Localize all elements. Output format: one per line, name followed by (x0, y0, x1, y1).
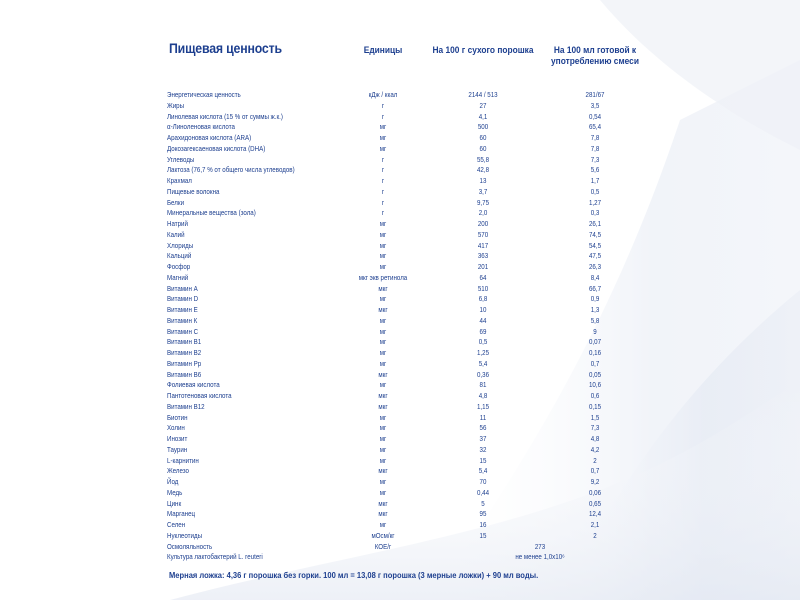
value-per-100ml-ready: 9 (593, 326, 597, 336)
nutrient-unit: мг (379, 315, 387, 325)
table-row (0, 262, 800, 273)
table-row (0, 144, 800, 155)
value-per-100ml-ready: 0,3 (590, 208, 600, 218)
table-row (0, 284, 800, 295)
nutrient-name: Йод (167, 477, 179, 486)
value-per-100ml-ready: не менее 1,0x10⁶ (515, 552, 565, 562)
value-per-100ml-ready: 0,7 (590, 466, 600, 476)
value-per-100ml-ready: 0,6 (590, 391, 600, 400)
nutrient-unit: мОсм/кг (371, 530, 395, 540)
value-per-100g-powder: 11 (479, 412, 487, 422)
table-row (0, 552, 800, 563)
value-per-100ml-ready: 0,9 (590, 294, 600, 304)
nutrient-unit: мг (379, 219, 387, 228)
nutrient-name: Витамин Рр (167, 358, 202, 368)
table-row (0, 359, 800, 370)
nutrient-unit: мг (379, 294, 387, 304)
table-row (0, 165, 800, 176)
nutrient-unit: мг (379, 455, 387, 465)
nutrient-unit: мкг (378, 498, 388, 508)
value-per-100ml-ready: 7,3 (590, 423, 600, 433)
value-per-100ml-ready: 1,7 (590, 176, 600, 185)
column-header-units: Единицы (363, 45, 403, 56)
nutrient-name: Витамин Е (167, 305, 198, 314)
page-title: Пищевая ценность (169, 40, 282, 56)
table-row (0, 316, 800, 327)
nutrient-name: Осмоляльность (167, 541, 213, 551)
table-row (0, 251, 800, 262)
nutrient-unit: г (381, 197, 385, 207)
value-per-100g-powder: 417 (477, 240, 489, 250)
value-per-100ml-ready: 0,16 (588, 348, 602, 357)
value-per-100ml-ready: 4,2 (590, 444, 600, 454)
value-per-100ml-ready: 2 (593, 530, 597, 540)
table-row (0, 413, 800, 424)
nutrient-name: Натрий (167, 219, 188, 228)
nutrient-name: Минеральные вещества (зола) (167, 208, 256, 218)
table-row (0, 509, 800, 520)
table-row (0, 133, 800, 144)
nutrient-unit: кДж / ккал (368, 90, 398, 99)
nutrient-unit: мг (379, 240, 387, 250)
nutrient-unit: мг (379, 122, 387, 132)
nutrient-unit: мг (379, 487, 387, 497)
nutrient-name: Железо (167, 466, 189, 476)
value-per-100g-powder: 81 (479, 380, 487, 390)
value-per-100g-powder: 2144 / 513 (468, 90, 498, 99)
nutrient-name: Жиры (167, 100, 185, 110)
table-row (0, 112, 800, 123)
value-per-100ml-ready: 1,3 (590, 305, 600, 314)
value-per-100g-powder: 510 (477, 283, 489, 293)
value-per-100ml-ready: 10,6 (588, 380, 602, 390)
nutrient-unit: мг (379, 380, 387, 390)
value-per-100g-powder: 6,8 (478, 294, 488, 304)
value-per-100g-powder: 27 (479, 100, 487, 110)
nutrient-name: Нуклеотиды (167, 530, 203, 540)
column-header-per-100g-powder: На 100 г сухого порошка (432, 45, 534, 56)
table-row (0, 241, 800, 252)
nutrient-name: Крахмал (167, 176, 192, 185)
value-per-100g-powder: 4,1 (478, 111, 488, 121)
nutrient-name: Белки (167, 197, 185, 207)
nutrition-table (0, 90, 800, 563)
nutrient-name: Калий (167, 229, 185, 239)
value-per-100g-powder: 1,25 (476, 348, 490, 357)
nutrient-name: Витамин В2 (167, 348, 202, 357)
nutrient-name: Арахидоновая кислота (ARA) (167, 133, 252, 142)
table-row (0, 434, 800, 445)
table-row (0, 499, 800, 510)
value-per-100ml-ready: 0,07 (588, 337, 602, 347)
value-per-100ml-ready: 0,05 (588, 369, 602, 379)
table-row (0, 305, 800, 316)
table-row (0, 456, 800, 467)
value-per-100g-powder: 2,0 (478, 208, 488, 218)
table-row (0, 370, 800, 381)
table-row (0, 219, 800, 230)
nutrient-unit: мг (379, 423, 387, 433)
nutrient-unit: мкг (378, 305, 388, 314)
value-per-100g-powder: 0,5 (478, 337, 488, 347)
table-row (0, 391, 800, 402)
value-per-100g-powder: 44 (479, 315, 487, 325)
nutrient-name: Углеводы (167, 154, 195, 164)
nutrient-unit: г (381, 154, 385, 164)
value-per-100ml-ready: 5,6 (590, 165, 600, 175)
value-per-100g-powder: 363 (477, 251, 489, 261)
nutrient-name: Пищевые волокна (167, 186, 220, 196)
table-row (0, 348, 800, 359)
table-row (0, 90, 800, 101)
nutrient-name: Фосфор (167, 262, 191, 271)
nutrient-name: Пантотеновая кислота (167, 391, 232, 400)
value-per-100g-powder: 9,75 (476, 197, 490, 207)
value-per-100ml-ready: 0,15 (588, 401, 602, 411)
nutrient-name: Магний (167, 272, 189, 282)
nutrient-name: Хлориды (167, 240, 194, 250)
value-per-100g-powder: 201 (477, 262, 489, 271)
value-per-100g-powder: 5,4 (478, 358, 488, 368)
nutrient-unit: мг (379, 434, 387, 443)
table-row (0, 477, 800, 488)
nutrient-name: Инозит (167, 434, 188, 443)
nutrient-name: Витамин С (167, 326, 199, 336)
value-per-100ml-ready: 0,5 (590, 186, 600, 196)
value-per-100g-powder: 55,8 (476, 154, 490, 164)
value-per-100g-powder: 13 (479, 176, 487, 185)
value-per-100g-powder: 15 (479, 530, 487, 540)
table-row (0, 230, 800, 241)
nutrient-name: Таурин (167, 444, 188, 454)
value-per-100g-powder: 32 (479, 444, 487, 454)
nutrient-unit: мг (379, 133, 387, 142)
table-row (0, 488, 800, 499)
nutrient-unit: мг (379, 143, 387, 153)
value-per-100ml-ready: 273 (534, 541, 546, 551)
value-per-100g-powder: 60 (479, 143, 487, 153)
nutrient-unit: мкг (378, 369, 388, 379)
nutrient-unit: г (381, 100, 385, 110)
column-header-per-100ml-ready: На 100 мл готовой к употреблению смеси (551, 45, 639, 67)
nutrient-name: Линолевая кислота (15 % от суммы ж.к.) (167, 111, 283, 121)
value-per-100ml-ready: 4,8 (590, 434, 600, 443)
value-per-100ml-ready: 7,3 (590, 154, 600, 164)
value-per-100g-powder: 5 (481, 498, 485, 508)
nutrient-name: Селен (167, 520, 186, 529)
nutrient-name: Витамин В6 (167, 369, 202, 379)
serving-note: Мерная ложка: 4,36 г порошка без горки. 100 мл = 13,08 г порошка (3 мерные ложки) + 90 мл воды. (169, 570, 539, 580)
nutrient-unit: мг (379, 348, 387, 357)
value-per-100g-powder: 15 (479, 455, 487, 465)
nutrient-name: L-карнитин (167, 455, 199, 465)
table-row (0, 208, 800, 219)
table-row (0, 101, 800, 112)
nutrient-unit: г (381, 186, 385, 196)
nutrient-name: Витамин В12 (167, 401, 205, 411)
nutrient-unit: мг (379, 477, 387, 486)
value-per-100g-powder: 0,36 (476, 369, 490, 379)
table-row (0, 423, 800, 434)
value-per-100ml-ready: 12,4 (588, 509, 602, 519)
value-per-100g-powder: 37 (479, 434, 487, 443)
value-per-100g-powder: 5,4 (478, 466, 488, 476)
nutrient-name: Энергетическая ценность (167, 90, 241, 99)
value-per-100g-powder: 16 (479, 520, 487, 529)
nutrient-unit: г (381, 208, 385, 218)
value-per-100ml-ready: 1,5 (590, 412, 600, 422)
value-per-100g-powder: 10 (479, 305, 487, 314)
nutrient-unit: мг (379, 412, 387, 422)
value-per-100g-powder: 69 (479, 326, 487, 336)
nutrient-name: Докозагексаеновая кислота (DHA) (167, 143, 266, 153)
value-per-100g-powder: 3,7 (478, 186, 488, 196)
nutrient-unit: мкг (378, 391, 388, 400)
nutrient-unit: мг (379, 520, 387, 529)
table-row (0, 327, 800, 338)
nutrient-name: Медь (167, 487, 183, 497)
nutrient-name: Культура лактобактерий L. reuteri (167, 552, 263, 562)
value-per-100ml-ready: 66,7 (588, 283, 602, 293)
value-per-100g-powder: 70 (479, 477, 487, 486)
value-per-100ml-ready: 0,06 (588, 487, 602, 497)
value-per-100ml-ready: 26,3 (588, 262, 602, 271)
value-per-100g-powder: 95 (479, 509, 487, 519)
value-per-100ml-ready: 47,5 (588, 251, 602, 261)
nutrient-unit: мкг (378, 509, 388, 519)
nutrient-unit: мг (379, 229, 387, 239)
table-row (0, 155, 800, 166)
table-row (0, 294, 800, 305)
nutrient-unit: мг (379, 337, 387, 347)
value-per-100ml-ready: 1,27 (588, 197, 602, 207)
nutrient-unit: мкг экв ретинола (358, 272, 408, 282)
value-per-100ml-ready: 26,1 (588, 219, 602, 228)
nutrient-name: Цинк (167, 498, 182, 508)
value-per-100ml-ready: 0,65 (588, 498, 602, 508)
nutrient-unit: мг (379, 326, 387, 336)
table-row (0, 380, 800, 391)
table-row (0, 176, 800, 187)
nutrient-unit: г (381, 111, 385, 121)
value-per-100g-powder: 0,44 (476, 487, 490, 497)
nutrient-unit: мкг (378, 401, 388, 411)
value-per-100ml-ready: 8,4 (590, 272, 600, 282)
nutrient-unit: мкг (378, 466, 388, 476)
value-per-100g-powder: 56 (479, 423, 487, 433)
value-per-100ml-ready: 74,5 (588, 229, 602, 239)
nutrient-name: α-Линоленовая кислота (167, 122, 235, 132)
nutrient-unit: г (381, 176, 385, 185)
table-row (0, 520, 800, 531)
value-per-100ml-ready: 2,1 (590, 520, 600, 529)
nutrient-unit: мкг (378, 283, 388, 293)
table-row (0, 445, 800, 456)
table-row (0, 122, 800, 133)
value-per-100g-powder: 200 (477, 219, 489, 228)
value-per-100g-powder: 4,8 (478, 391, 488, 400)
value-per-100g-powder: 570 (477, 229, 489, 239)
table-row (0, 542, 800, 553)
value-per-100ml-ready: 0,54 (588, 111, 602, 121)
nutrient-unit: мг (379, 358, 387, 368)
value-per-100g-powder: 42,8 (476, 165, 490, 175)
table-row (0, 187, 800, 198)
value-per-100ml-ready: 65,4 (588, 122, 602, 132)
table-row (0, 466, 800, 477)
value-per-100g-powder: 500 (477, 122, 489, 132)
nutrient-name: Биотин (167, 412, 188, 422)
nutrient-name: Витамин D (167, 294, 199, 304)
nutrient-unit: мг (379, 444, 387, 454)
value-per-100ml-ready: 7,8 (590, 133, 600, 142)
nutrient-unit: мг (379, 262, 387, 271)
nutrient-name: Витамин В1 (167, 337, 202, 347)
value-per-100g-powder: 60 (479, 133, 487, 142)
value-per-100ml-ready: 7,8 (590, 143, 600, 153)
value-per-100ml-ready: 281/67 (585, 90, 605, 99)
nutrient-unit: КОЕ/г (374, 541, 392, 551)
value-per-100ml-ready: 9,2 (590, 477, 600, 486)
value-per-100ml-ready: 54,5 (588, 240, 602, 250)
table-row (0, 337, 800, 348)
value-per-100ml-ready: 0,7 (590, 358, 600, 368)
nutrient-name: Марганец (167, 509, 196, 519)
nutrient-name: Холин (167, 423, 185, 433)
nutrient-name: Лактоза (76,7 % от общего числа углеводов) (167, 165, 295, 175)
table-row (0, 531, 800, 542)
value-per-100ml-ready: 5,8 (590, 315, 600, 325)
nutrient-name: Витамин А (167, 283, 198, 293)
nutrient-name: Фолиевая кислота (167, 380, 220, 390)
value-per-100g-powder: 64 (479, 272, 487, 282)
nutrient-unit: г (381, 165, 385, 175)
value-per-100ml-ready: 2 (593, 455, 597, 465)
table-row (0, 273, 800, 284)
nutrient-name: Витамин К (167, 315, 198, 325)
table-row (0, 198, 800, 209)
nutrient-name: Кальций (167, 251, 192, 261)
table-row (0, 402, 800, 413)
value-per-100ml-ready: 3,5 (590, 100, 600, 110)
nutrient-unit: мг (379, 251, 387, 261)
value-per-100g-powder: 1,15 (476, 401, 490, 411)
